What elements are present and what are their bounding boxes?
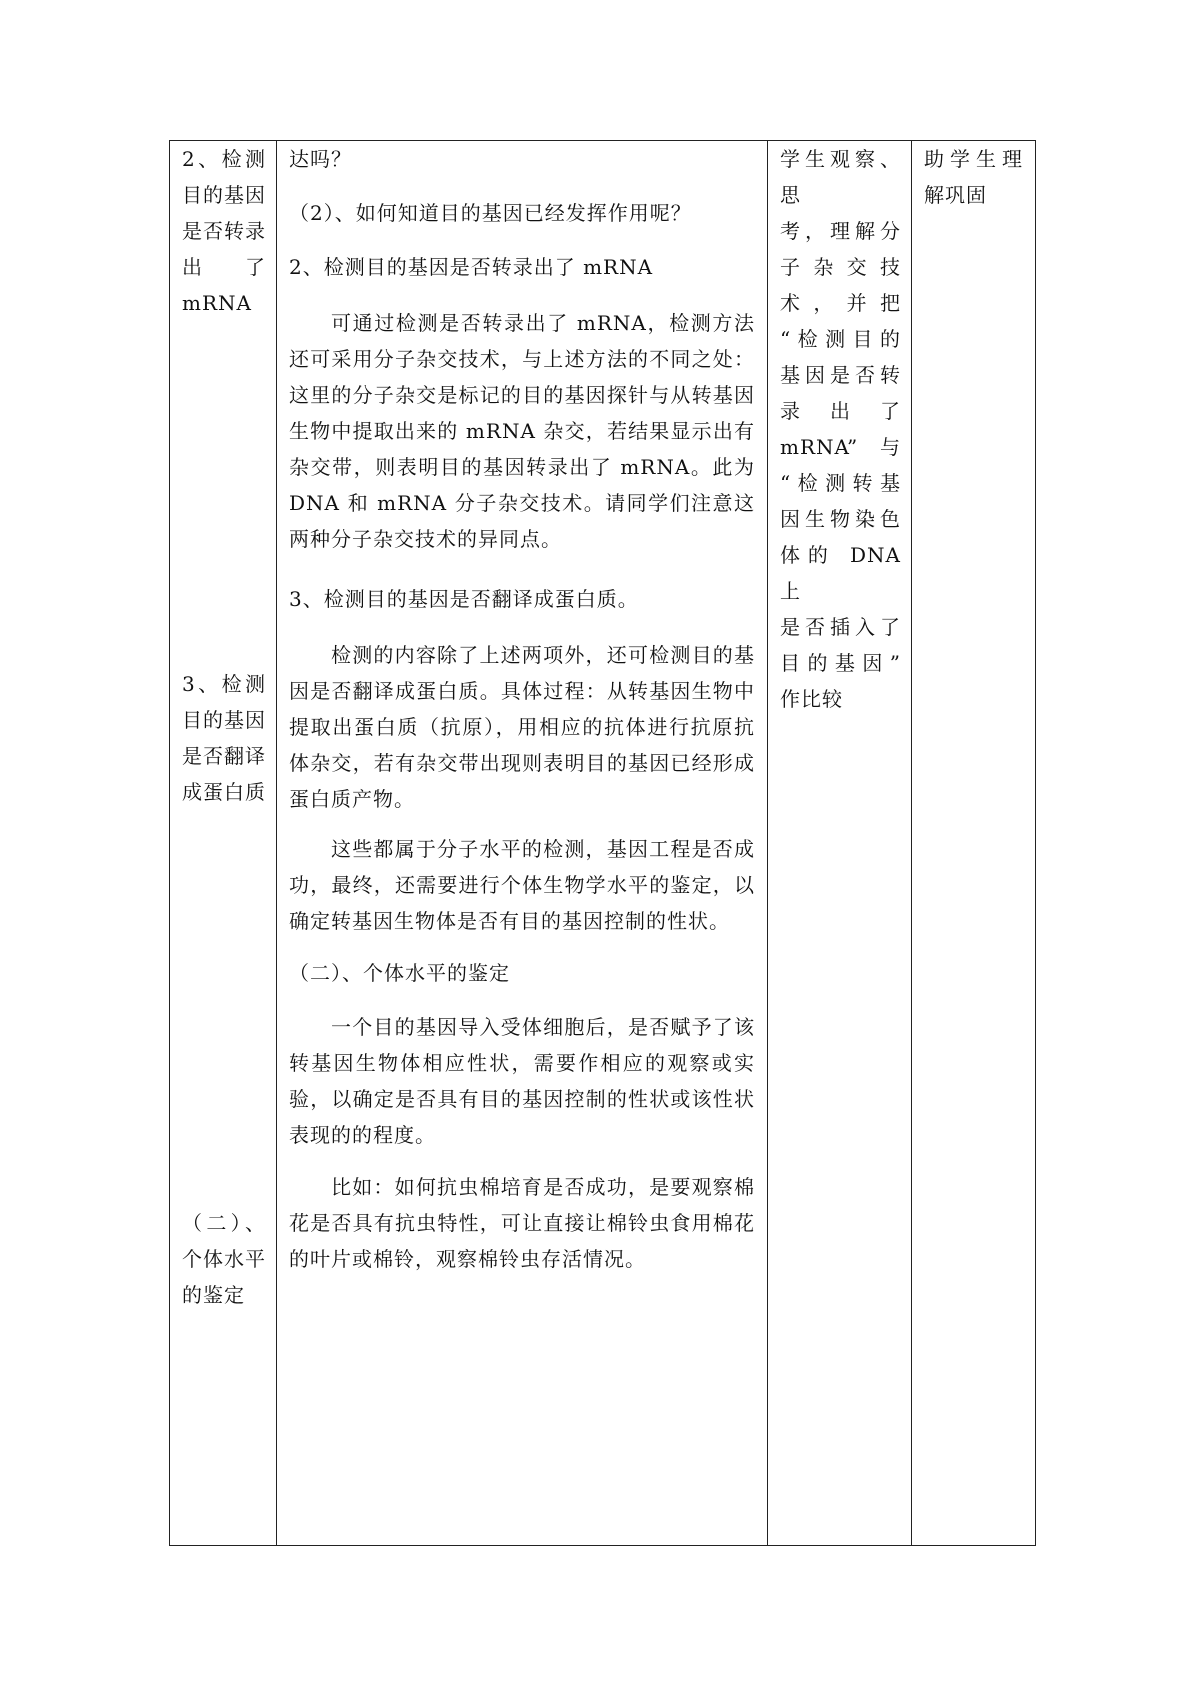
topic-column	[170, 141, 277, 1546]
heading-line: 是否转录	[182, 219, 266, 243]
paragraph: 达吗？	[289, 147, 352, 171]
activity-line: 子杂交技	[780, 255, 901, 279]
activity-line: 考，理解分	[780, 219, 901, 243]
student-activity-text	[780, 141, 901, 717]
subheading-individual-level: （二）、个体水平的鉴定	[289, 961, 510, 985]
heading-line: 目的基因	[182, 183, 266, 207]
heading-line: （二）、	[182, 1211, 266, 1235]
heading-line: 的鉴定	[182, 1283, 245, 1307]
paragraph-protein-detection: 检测的内容除了上述两项外，还可检测目的基因是否翻译成蛋白质。具体过程：从转基因生物中提取出蛋白质（抗原），用相应的抗体进行抗原抗体杂交，若有杂交带出现则表明目的基因已经形成蛋白质产物。	[289, 643, 755, 811]
table-row	[170, 141, 1036, 1546]
subheading-protein: 3、检测目的基因是否翻译成蛋白质。	[289, 587, 639, 611]
section2-heading	[182, 141, 266, 321]
activity-line: 作比较	[780, 687, 843, 711]
heading-line: 2、检测	[182, 147, 266, 171]
activity-line: 因生物染色	[780, 507, 901, 531]
heading-line: 个体水平	[182, 1247, 266, 1271]
activity-line: 录出了	[780, 399, 901, 423]
activity-line: 基因是否转	[780, 363, 901, 387]
student-activity-column	[768, 141, 912, 1546]
heading-line: mRNA	[182, 291, 252, 315]
content-column	[277, 141, 768, 1546]
paragraph-mrna-detection: 可通过检测是否转录出了 mRNA，检测方法还可采用分子杂交技术，与上述方法的不同之处：这里的分子杂交是标记的目的基因探针与从转基因生物中提取出来的 mRNA 杂交，若结果显示出有杂交带，则表明目的基因转录出了 mRNA。此为 DNA 和 mRNA 分子杂交技术。请同学们注意这两种分子杂交技术的异同点。	[289, 311, 755, 551]
question-2: （2）、如何知道目的基因已经发挥作用呢？	[289, 201, 692, 225]
paragraph-individual-level: 一个目的基因导入受体细胞后，是否赋予了该转基因生物体相应性状，需要作相应的观察或实验，以确定是否具有目的基因控制的性状或该性状表现的的程度。	[289, 1015, 755, 1147]
activity-line: 体的 DNA 上	[780, 543, 901, 603]
heading-line: 3、检测	[182, 672, 266, 696]
heading-line: 成蛋白质	[182, 780, 266, 804]
section3-heading	[182, 666, 266, 810]
individual-level-heading	[182, 1205, 266, 1313]
activity-line: 术，并把	[780, 291, 901, 315]
activity-line: mRNA”与	[780, 435, 901, 459]
purpose-text	[924, 141, 1023, 213]
heading-line: 出 了	[182, 255, 266, 279]
activity-line: “检测转基	[780, 471, 901, 495]
activity-line: 目的基因”	[780, 651, 901, 675]
purpose-line: 助学生理	[924, 147, 1023, 171]
heading-line: 是否翻译	[182, 744, 266, 768]
lesson-plan-table	[169, 140, 1036, 1546]
subheading-mrna: 2、检测目的基因是否转录出了 mRNA	[289, 255, 654, 279]
paragraph-molecular-level: 这些都属于分子水平的检测，基因工程是否成功，最终，还需要进行个体生物学水平的鉴定，以确定转基因生物体是否有目的基因控制的性状。	[289, 837, 755, 933]
heading-line: 目的基因	[182, 708, 266, 732]
purpose-column	[912, 141, 1036, 1546]
activity-line: “检测目的	[780, 327, 901, 351]
paragraph-example: 比如：如何抗虫棉培育是否成功，是要观察棉花是否具有抗虫特性，可让直接让棉铃虫食用棉花的叶片或棉铃，观察棉铃虫存活情况。	[289, 1175, 755, 1271]
activity-line: 是否插入了	[780, 615, 901, 639]
purpose-line: 解巩固	[924, 183, 987, 207]
activity-line: 学生观察、思	[780, 147, 901, 207]
